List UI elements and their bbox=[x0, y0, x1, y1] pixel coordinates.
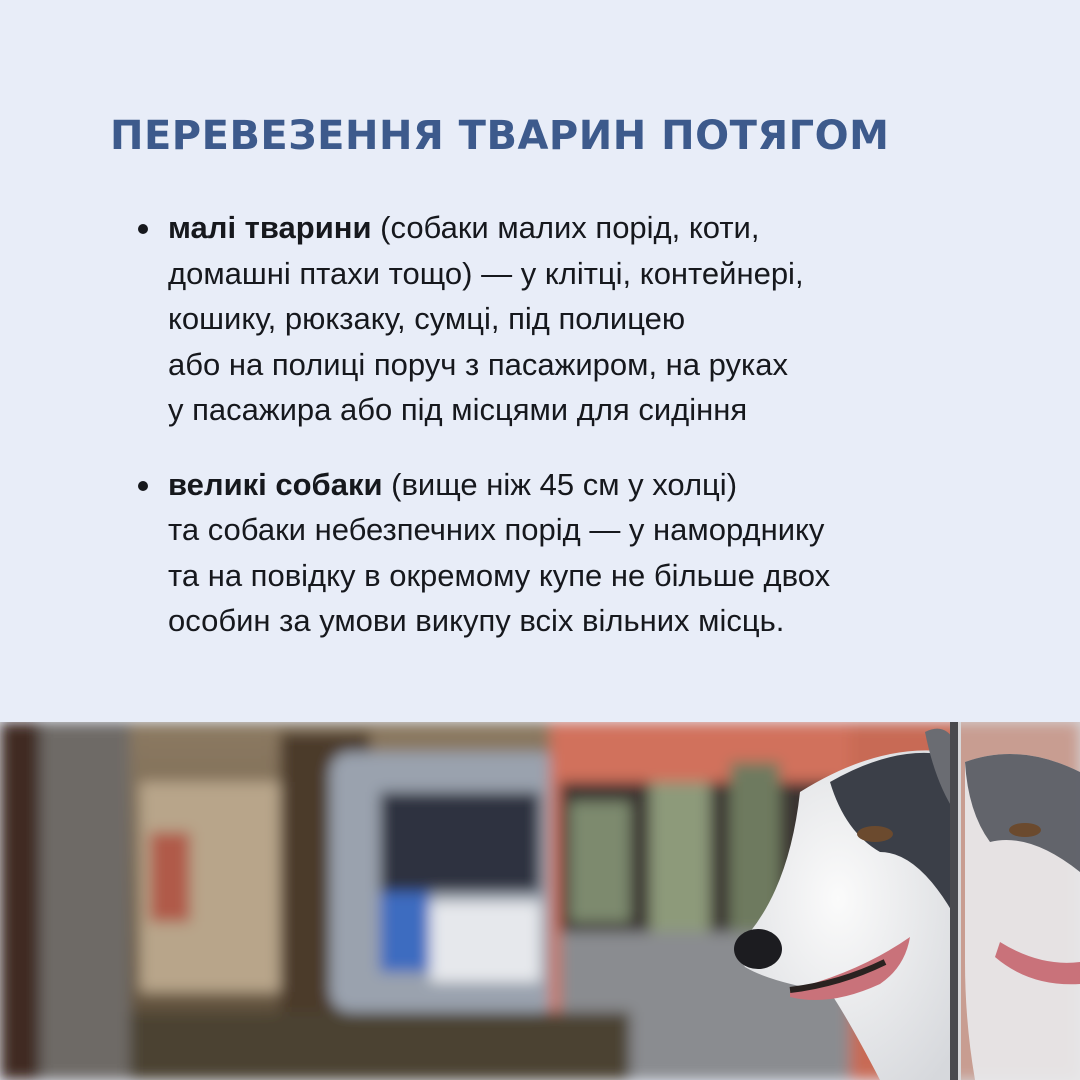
rule-term: малі тварини bbox=[168, 210, 372, 245]
dog-train-photo bbox=[0, 722, 1080, 1080]
rule-term: великі собаки bbox=[168, 466, 383, 502]
rule-line bbox=[168, 462, 1010, 508]
rule-small-animals bbox=[130, 205, 1010, 433]
dog-reflection bbox=[950, 722, 1080, 1080]
rule-line: та на повідку в окремому купе не більше двох bbox=[168, 557, 831, 593]
rule-line: кошику, рюкзаку, сумці, під полицею bbox=[168, 301, 686, 336]
bullet-icon bbox=[138, 224, 148, 234]
rule-large-dogs bbox=[130, 462, 1010, 644]
rules-list bbox=[130, 205, 1010, 673]
rule-line: або на полиці поруч з пасажиром, на руках bbox=[168, 346, 789, 382]
rule-text: (вище ніж 45 см у холці) bbox=[382, 466, 738, 502]
rule-line: особин за умови викупу всіх вільних місць. bbox=[168, 603, 785, 638]
bullet-icon bbox=[138, 481, 148, 491]
rule-line bbox=[168, 205, 1010, 251]
rule-line: у пасажира або під місцями для сидіння bbox=[168, 392, 748, 427]
page-title: ПЕРЕВЕЗЕННЯ ТВАРИН ПОТЯГОМ bbox=[110, 113, 890, 159]
rule-line: домашні птахи тощо) — у клітці, контейнері, bbox=[168, 255, 804, 291]
rule-text: (собаки малих порід, коти, bbox=[371, 210, 760, 245]
rule-line: та собаки небезпечних порід — у наморднику bbox=[168, 512, 825, 547]
